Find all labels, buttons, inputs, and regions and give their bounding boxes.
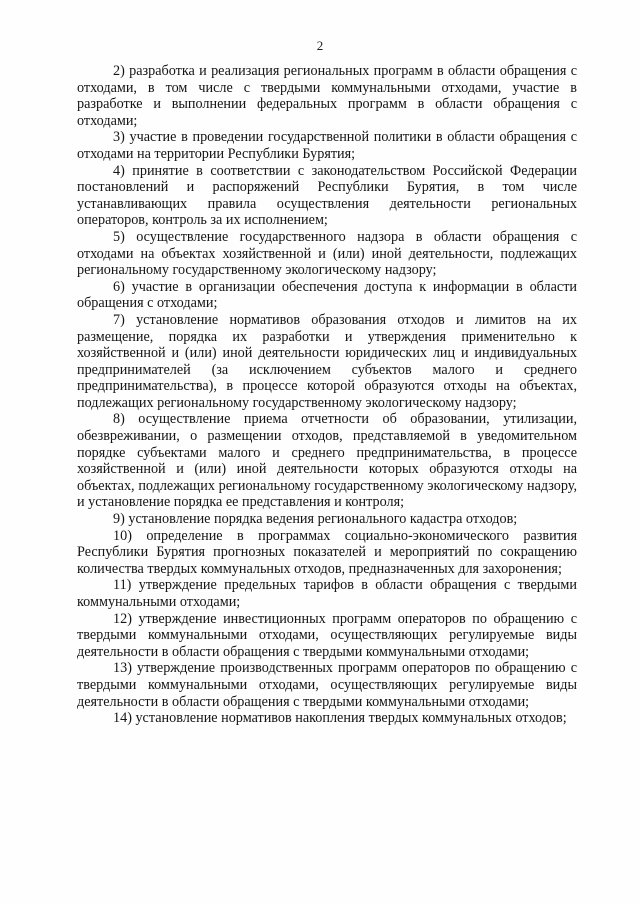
paragraph-item-6: 6) участие в организации обеспечения доступа к информации в области обращения с отходами; — [77, 278, 577, 312]
paragraph-item-8: 8) осуществление приема отчетности об образовании, утилизации, обезвреживании, о размещении отходов, представляемой в уведомительном порядке субъектами малого и среднего предпринимательства, в процессе хозяйственной и (или) иной деятельности которых образуются отходы на объектах, подлежащих региональному государственному экологическому надзору, и установление порядка ее представления и контроля; — [77, 411, 577, 511]
paragraph-item-12: 12) утверждение инвестиционных программ операторов по обращению с твердыми коммунальными отходами, осуществляющих регулируемые виды деятельности в области обращения с твердыми коммунальными отходами; — [77, 610, 577, 660]
paragraph-item-3: 3) участие в проведении государственной политики в области обращения с отходами на территории Республики Бурятия; — [77, 129, 577, 162]
paragraph-item-13: 13) утверждение производственных программ операторов по обращению с твердыми коммунальными отходами, осуществляющих регулируемые виды деятельности в области обращения с твердыми коммунальными отходами; — [77, 660, 577, 710]
paragraph-item-4: 4) принятие в соответствии с законодательством Российской Федерации постановлений и распоряжений Республики Бурятия, в том числе устанавливающих правила осуществления деятельности региональных операторов, контроль за их исполнением; — [77, 162, 577, 229]
paragraph-item-2: 2) разработка и реализация региональных программ в области обращения с отходами, в том числе с твердыми коммунальными отходами, участие в разработке и выполнении федеральных программ в области обращения с отходами; — [77, 63, 577, 129]
paragraph-item-11: 11) утверждение предельных тарифов в области обращения с твердыми коммунальными отходами; — [77, 577, 577, 610]
paragraph-item-5: 5) осуществление государственного надзора в области обращения с отходами на объектах хозяйственной и (или) иной деятельности, подлежащих региональному государственному экологическому надзору; — [77, 228, 577, 279]
paragraph-item-7: 7) установление нормативов образования отходов и лимитов на их размещение, порядка их разработки и утверждения применительно к хозяйственной и (или) иной деятельности юридических лиц и индивидуальных предпринимателей (за исключением субъектов малого и среднего предпринимательства), в процессе которой образуются отходы на объектах, подлежащих региональному государственному экологическому надзору; — [77, 311, 577, 411]
document-body — [77, 63, 577, 727]
page-number: 2 — [316, 38, 324, 53]
paragraph-item-14: 14) установление нормативов накопления твердых коммунальных отходов; — [113, 710, 567, 727]
paragraph-item-10: 10) определение в программах социально-экономического развития Республики Бурятия прогнозных показателей и мероприятий по сокращению количества твердых коммунальных отходов, предназначенных для захоронения; — [77, 527, 577, 577]
paragraph-item-9: 9) установление порядка ведения регионального кадастра отходов; — [113, 511, 518, 528]
